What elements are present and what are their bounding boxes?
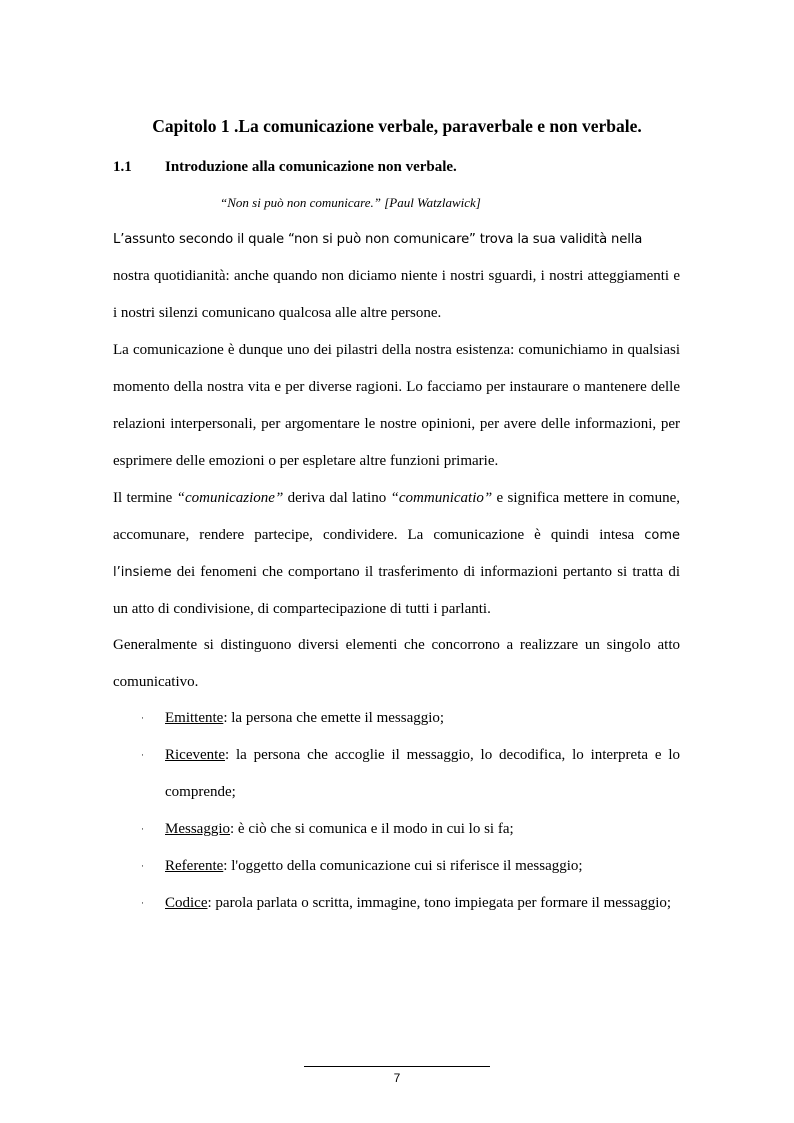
elements-list bbox=[113, 700, 680, 922]
epigraph-quote: “Non si può non comunicare.” [Paul Watzlawick] bbox=[220, 195, 481, 210]
section-title: Introduzione alla comunicazione non verbale. bbox=[165, 159, 457, 175]
page-number: 7 bbox=[393, 1071, 401, 1085]
list-item bbox=[113, 737, 680, 811]
bullet-icon: · bbox=[141, 824, 144, 834]
list-item-text: : parola parlata o scritta, immagine, tono impiegata per formare il messaggio; bbox=[207, 895, 672, 911]
list-item-term: Referente bbox=[165, 858, 224, 874]
list-item bbox=[113, 700, 680, 737]
bullet-icon: · bbox=[141, 713, 144, 723]
list-item bbox=[113, 885, 680, 922]
list-item bbox=[113, 848, 680, 885]
list-item bbox=[113, 811, 680, 848]
p3-text-e: dei fenomeni che comportano il trasferimento di informazioni pertanto si tratta di un atto di condivisione, di compartecipazione di tutti i parlanti. bbox=[113, 564, 680, 617]
list-item-term: Codice bbox=[165, 895, 208, 911]
p3-text-d: come l’insieme bbox=[113, 528, 680, 580]
bullet-icon: · bbox=[141, 898, 144, 908]
paragraph-2: La comunicazione è dunque uno dei pilastri della nostra esistenza: comunichiamo in qualsiasi momento della nostra vita e per diverse ragioni. Lo facciamo per instaurare o mantenere delle relazioni interpersonali, per argomentare le nostre opinioni, per avere delle informazioni, per esprimere delle emozioni o per espletare altre funzioni primarie. bbox=[113, 342, 680, 469]
list-item-text: : la persona che emette il messaggio; bbox=[223, 710, 445, 726]
section-heading bbox=[113, 159, 457, 176]
term-comunicazione: “comunicazione” bbox=[176, 490, 284, 506]
term-communicatio: “communicatio” bbox=[390, 490, 493, 506]
paragraph-4: Generalmente si distinguono diversi elementi che concorrono a realizzare un singolo atto comunicativo. bbox=[113, 637, 680, 690]
section-number: 1.1 bbox=[113, 159, 132, 175]
list-item-term: Emittente bbox=[165, 710, 224, 726]
footer-divider bbox=[304, 1066, 490, 1067]
paragraph-1-first-line: L’assunto secondo il quale “non si può non comunicare” trova la sua validità nella bbox=[113, 232, 643, 247]
chapter-title: Capitolo 1 .La comunicazione verbale, paraverbale e non verbale. bbox=[152, 116, 642, 136]
p3-text-b: deriva dal latino bbox=[283, 490, 391, 506]
list-item-text: : l'oggetto della comunicazione cui si riferisce il messaggio; bbox=[223, 858, 583, 874]
paragraph-1-body: nostra quotidianità: anche quando non diciamo niente i nostri sguardi, i nostri atteggiamenti e i nostri silenzi comunicano qualcosa alle altre persone. bbox=[113, 268, 680, 321]
paragraph-3 bbox=[113, 480, 680, 628]
bullet-icon: · bbox=[141, 861, 144, 871]
bullet-icon: · bbox=[141, 750, 144, 760]
p3-text-c: e significa mettere in comune, accomunare, rendere partecipe, condividere. La comunicazione è quindi intesa bbox=[113, 490, 680, 543]
list-item-text: : è ciò che si comunica e il modo in cui lo si fa; bbox=[230, 821, 514, 837]
p3-text-a: Il termine bbox=[113, 490, 177, 506]
list-item-text: : la persona che accoglie il messaggio, lo decodifica, lo interpreta e lo comprende; bbox=[165, 747, 680, 800]
list-item-term: Ricevente bbox=[165, 747, 225, 763]
list-item-term: Messaggio bbox=[165, 821, 230, 837]
